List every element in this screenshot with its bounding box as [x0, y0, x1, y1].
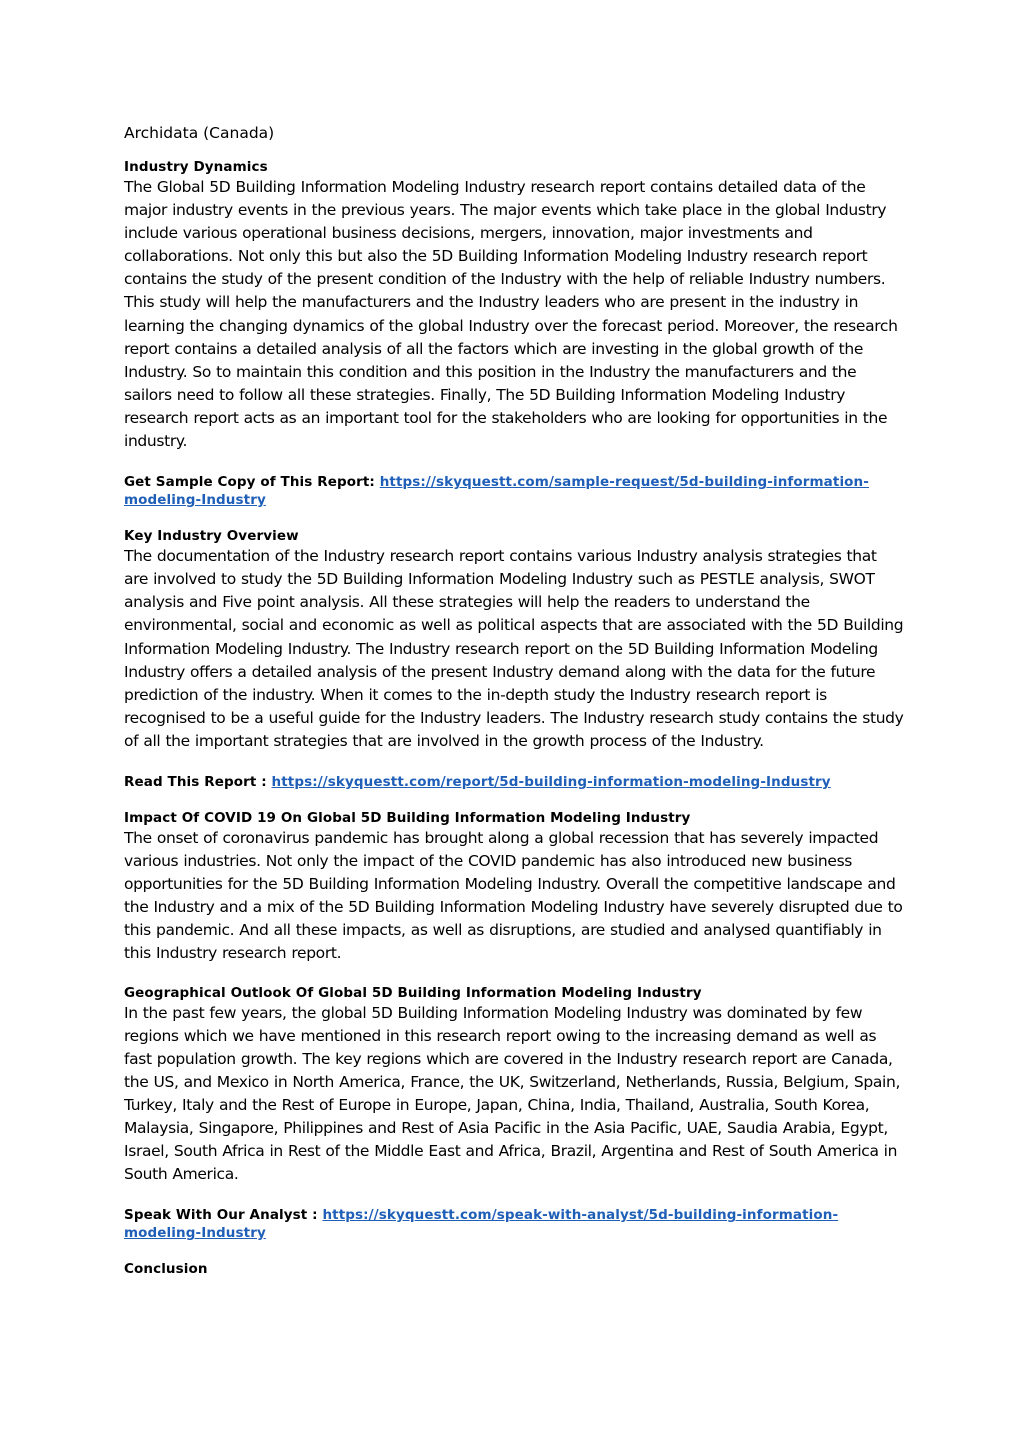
speak-analyst-link[interactable]: https://skyquestt.com/speak-with-analyst/5d-building-information-modeling-Industry	[124, 1207, 839, 1242]
read-report-label: Read This Report :	[124, 773, 272, 790]
company-line: Archidata (Canada)	[124, 124, 275, 142]
read-report-link[interactable]: https://skyquestt.com/report/5d-building-information-modeling-Industry	[271, 773, 831, 790]
heading-key-industry-overview: Key Industry Overview	[124, 528, 299, 545]
document-page	[124, 122, 904, 1278]
read-report-line	[124, 773, 904, 791]
heading-geographical-outlook: Geographical Outlook Of Global 5D Building Information Modeling Industry	[124, 984, 702, 1001]
sample-copy-line	[124, 473, 904, 509]
paragraph-industry-dynamics: The Global 5D Building Information Modeling Industry research report contains detailed data of the major industry events in the previous years. The major events which take place in the global Industry include various operational business decisions, mergers, innovation, major investments and collaborations. Not only this but also the 5D Building Information Modeling Industry research report contains the study of the present condition of the Industry with the help of reliable Industry numbers. This study will help the manufacturers and the Industry leaders who are present in the industry in learning the changing dynamics of the global Industry over the forecast period. Moreover, the research report contains a detailed analysis of all the factors which are investing in the global growth of the Industry. So to maintain this condition and this position in the Industry the manufacturers and the sailors need to follow all these strategies. Finally, The 5D Building Information Modeling Industry research report acts as an important tool for the stakeholders who are looking for opportunities in the industry.	[124, 178, 898, 451]
paragraph-geographical-outlook: In the past few years, the global 5D Building Information Modeling Industry was dominated by few regions which we have mentioned in this research report owing to the increasing demand as well as fast population growth. The key regions which are covered in the Industry research report are Canada, the US, and Mexico in North America, France, the UK, Switzerland, Netherlands, Russia, Belgium, Spain, Turkey, Italy and the Rest of Europe in Europe, Japan, China, India, Thailand, Australia, South Korea, Malaysia, Singapore, Philippines and Rest of Asia Pacific in the Asia Pacific, UAE, Saudia Arabia, Egypt, Israel, South Africa in Rest of the Middle East and Africa, Brazil, Argentina and Rest of South America in South America.	[124, 1003, 901, 1184]
speak-analyst-label: Speak With Our Analyst :	[124, 1207, 323, 1224]
paragraph-covid-impact: The onset of coronavirus pandemic has brought along a global recession that has severely impacted various industries. Not only the impact of the COVID pandemic has also introduced new business opportunities for the 5D Building Information Modeling Industry. Overall the competitive landscape and the Industry and a mix of the 5D Building Information Modeling Industry have severely disrupted due to this pandemic. And all these impacts, as well as disruptions, are studied and analysed quantifiably in this Industry research report.	[124, 828, 903, 963]
heading-covid-impact: Impact Of COVID 19 On Global 5D Building Information Modeling Industry	[124, 809, 691, 826]
paragraph-key-industry-overview: The documentation of the Industry research report contains various Industry analysis strategies that are involved to study the 5D Building Information Modeling Industry such as PESTLE analysis, SWOT analysis and Five point analysis. All these strategies will help the readers to understand the environmental, social and economic as well as political aspects that are associated with the 5D Building Information Modeling Industry. The Industry research report on the 5D Building Information Modeling Industry offers a detailed analysis of the present Industry demand along with the data for the future prediction of the industry. When it comes to the in-depth study the Industry research report is recognised to be a useful guide for the Industry leaders. The Industry research study contains the study of all the important strategies that are involved in the growth process of the Industry.	[124, 547, 904, 750]
heading-industry-dynamics: Industry Dynamics	[124, 159, 268, 175]
sample-copy-label: Get Sample Copy of This Report:	[124, 474, 380, 491]
sample-copy-link[interactable]: https://skyquestt.com/sample-request/5d-building-information-modeling-Industry	[124, 474, 869, 509]
heading-conclusion: Conclusion	[124, 1261, 208, 1278]
speak-analyst-line	[124, 1206, 904, 1242]
